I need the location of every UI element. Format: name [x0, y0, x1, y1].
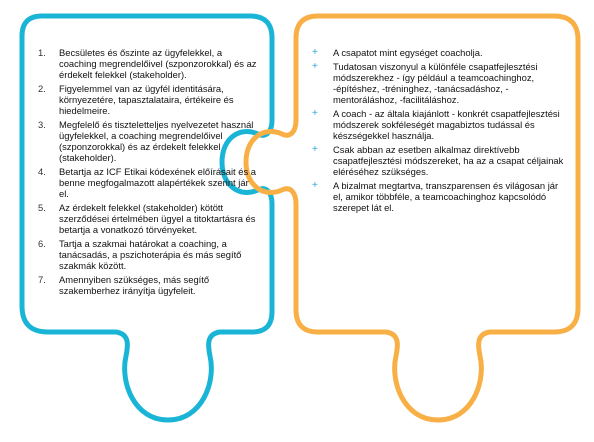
list-item-text: Csak abban az esetben alkalmaz direktívebb csapatfejlesztési módszereket, ha az a csapat céljainak eléréséhez szükséges. — [333, 144, 564, 177]
list-number: 4. — [38, 166, 46, 177]
list-item-text: Az érdekelt felekkel (stakeholder) kötött szerződései értelmében ügyel a titoktartásra és betartja a vonatkozó törvényeket. — [59, 202, 256, 235]
right-bullet-list — [312, 47, 570, 216]
left-list-item — [38, 202, 258, 235]
right-list-item — [312, 108, 570, 141]
list-item-text: A bizalmat megtartva, transzparensen és világosan jár el, amikor többféle, a teamcoachinghoz kapcsolódó szerepet lát el. — [333, 180, 559, 213]
list-item-text: Megfelelő és tiszteletteljes nyelvezetet használ ügyfelekkel, a coaching megrendelőivel (szponzorokkal) és az érdekelt felekkel (stakeholder). — [59, 119, 254, 163]
plus-bullet-icon: + — [312, 108, 318, 119]
left-list-item — [38, 83, 258, 116]
left-list-item — [38, 166, 258, 199]
list-item-text: Tartja a szakmai határokat a coaching, a tanácsadás, a pszichoterápia és más segítő szakmák között. — [59, 238, 242, 271]
plus-bullet-icon: + — [312, 144, 318, 155]
list-number: 2. — [38, 83, 46, 94]
plus-bullet-icon: + — [312, 47, 318, 58]
right-list-item — [312, 144, 570, 177]
left-list-item — [38, 238, 258, 271]
list-item-text: Becsületes és őszinte az ügyfelekkel, a coaching megrendelőivel (szponzorokkal) és az érdekelt felekkel (stakeholder). — [59, 47, 257, 80]
list-item-text: Figyelemmel van az ügyfél identitására, környezetére, tapasztalataira, értékeire és hiedelmeire. — [59, 83, 234, 116]
right-list-item — [312, 61, 570, 105]
left-list-item — [38, 274, 258, 296]
list-item-text: Tudatosan viszonyul a különféle csapatfejlesztési módszerekhez - így például a teamcoachinghoz, -építéshez, -tréninghez, -tanácsadáshoz, -mentoráláshoz, -facilitáláshoz. — [333, 61, 538, 105]
list-number: 5. — [38, 202, 46, 213]
left-list-item — [38, 47, 258, 80]
plus-bullet-icon: + — [312, 61, 318, 72]
list-item-text: A csapatot mint egységet coacholja. — [333, 47, 483, 58]
list-number: 1. — [38, 47, 46, 58]
left-list-item — [38, 119, 258, 163]
left-numbered-list — [38, 47, 258, 299]
list-item-text: Betartja az ICF Etikai kódexének előírásait és a benne megfogalmazott alapértékek szerint jár el. — [59, 166, 256, 199]
list-item-text: A coach - az általa kiajánlott - konkrét csapatfejlesztési módszerek sokféleségét magabiztos tudással és készségekkel használja. — [333, 108, 560, 141]
list-number: 7. — [38, 274, 46, 285]
list-item-text: Amennyiben szükséges, más segítő szakemberhez irányítja ügyfeleit. — [59, 274, 210, 296]
plus-bullet-icon: + — [312, 180, 318, 191]
right-list-item — [312, 180, 570, 213]
list-number: 6. — [38, 238, 46, 249]
right-list-item — [312, 47, 570, 58]
list-number: 3. — [38, 119, 46, 130]
